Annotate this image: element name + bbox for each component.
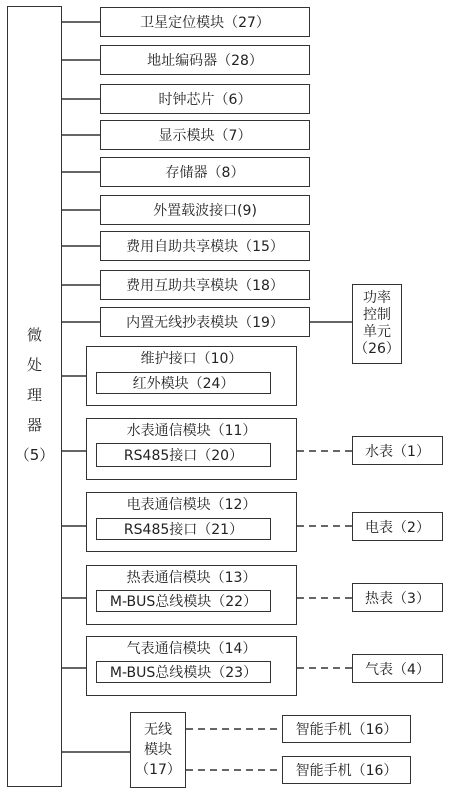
heat-meter-comm-title: 热表通信模块（13） <box>126 570 257 586</box>
electric-meter: 电表（2） <box>352 512 443 541</box>
water-meter: 水表（1） <box>352 436 443 465</box>
microprocessor-label: 微 处 理 器 （5） <box>14 326 55 464</box>
smartphone-1: 智能手机（16） <box>282 715 411 743</box>
electric-meter-comm-title: 电表通信模块（12） <box>126 497 257 513</box>
water-rs485-interface: RS485接口（20） <box>96 443 271 467</box>
power-control-unit: 功率 控制 单元 （26） <box>352 284 402 364</box>
water-meter-comm-title: 水表通信模块（11） <box>126 423 257 439</box>
module-display: 显示模块（7） <box>100 120 310 150</box>
gas-meter-comm-title: 气表通信模块（14） <box>126 641 257 657</box>
gas-mbus-module: M-BUS总线模块（23） <box>96 661 271 683</box>
electric-rs485-interface: RS485接口（21） <box>96 518 271 540</box>
module-mutual-fee-sharing: 费用互助共享模块（18） <box>100 270 310 300</box>
infrared-module: 红外模块（24） <box>96 372 271 394</box>
maintenance-interface-title: 维护接口（10） <box>140 351 243 367</box>
module-external-carrier-interface: 外置载波接口(9) <box>100 195 310 225</box>
heat-mbus-module: M-BUS总线模块（22） <box>96 590 271 612</box>
smartphone-2: 智能手机（16） <box>282 756 411 784</box>
module-satellite-positioning: 卫星定位模块（27） <box>100 7 310 37</box>
module-memory: 存储器（8） <box>100 157 310 187</box>
module-builtin-wireless-reading: 内置无线抄表模块（19） <box>100 307 310 337</box>
module-address-encoder: 地址编码器（28） <box>100 45 310 75</box>
heat-meter: 热表（3） <box>352 583 443 612</box>
module-self-service-fee-sharing: 费用自助共享模块（15） <box>100 231 310 261</box>
module-clock-chip: 时钟芯片（6） <box>100 84 310 114</box>
gas-meter: 气表（4） <box>352 654 443 683</box>
wireless-module: 无线 模块 （17） <box>130 712 186 788</box>
